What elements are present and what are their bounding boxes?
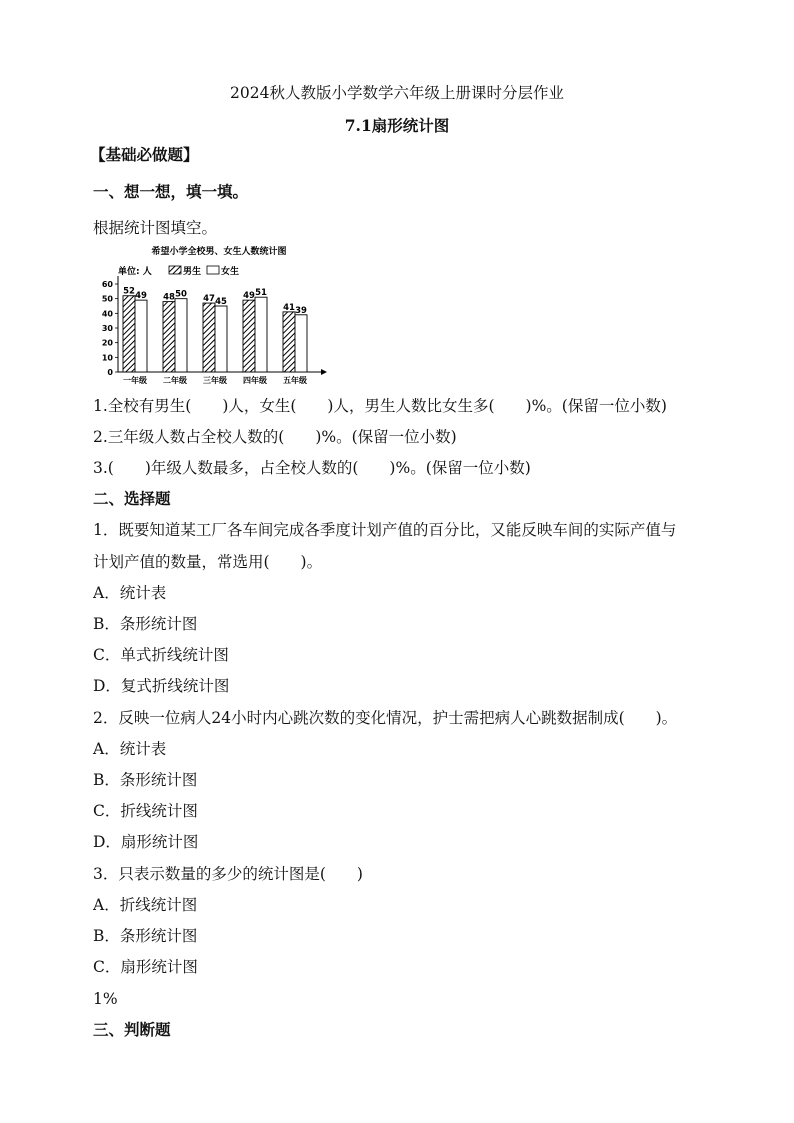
bar-value-label: 50 [175, 289, 187, 300]
bar-boys [203, 303, 215, 372]
part2-q3: 3．只表示数量的多少的统计图是( ) [93, 865, 363, 883]
bar-boys [283, 312, 295, 372]
bar-boys [163, 302, 175, 372]
y-tick-label: 40 [101, 309, 113, 319]
legend-swatch-boys [169, 266, 181, 274]
x-tick-label: 二年级 [163, 376, 187, 385]
part1-heading: 一、想一想，填一填。 [93, 182, 249, 201]
bar-value-label: 41 [283, 302, 295, 313]
x-tick-label: 三年级 [203, 376, 227, 385]
part3-heading: 三、判断题 [93, 1020, 171, 1039]
part2-q3-option-c: C．扇形统计图 [93, 958, 198, 976]
bar-girls [295, 315, 307, 372]
bar-girls [175, 299, 187, 372]
part1-question-2: 2.三年级人数占全校人数的( )%。(保留一位小数) [93, 428, 457, 446]
y-tick-label: 50 [101, 294, 113, 304]
legend-label-boys: 男生 [183, 267, 202, 277]
part2-q2-option-b: B．条形统计图 [93, 771, 198, 789]
x-tick-label: 五年级 [283, 376, 307, 385]
bar-girls [135, 300, 147, 372]
part2-q1-option-a: A．统计表 [93, 584, 167, 602]
part2-q3-option-b: B．条形统计图 [93, 927, 198, 945]
part2-q2: 2．反映一位病人24小时内心跳次数的变化情况，护士需把病人心跳数据制成( )。 [93, 709, 678, 727]
y-tick-label: 30 [101, 324, 113, 333]
lesson-title: 7.1扇形统计图 [344, 116, 450, 135]
bar-boys [243, 300, 255, 372]
bar-boys [123, 296, 135, 372]
x-axis-arrow [321, 369, 327, 375]
part2-q2-option-d: D．扇形统计图 [93, 833, 199, 851]
part1-question-1: 1.全校有男生( )人，女生( )人，男生人数比女生多( )%。(保留一位小数) [93, 397, 667, 415]
document-title: 2024秋人教版小学数学六年级上册课时分层作业 [230, 84, 564, 102]
y-tick-label: 10 [101, 353, 113, 363]
y-tick-label: 0 [107, 368, 113, 377]
bar-value-label: 47 [203, 294, 215, 305]
part1-intro: 根据统计图填空。 [93, 219, 218, 237]
x-tick-label: 四年级 [243, 376, 267, 385]
legend-label-girls: 女生 [221, 267, 240, 277]
bar-value-label: 49 [135, 291, 147, 302]
chart-unit-label: 单位: 人 [118, 267, 152, 277]
part2-q2-option-c: C．折线统计图 [93, 802, 198, 820]
stray-percent-text: 1% [93, 990, 118, 1008]
part2-q1-option-c: C．单式折线统计图 [93, 646, 229, 664]
bar-value-label: 45 [215, 297, 227, 307]
part2-q1-line2: 计划产值的数量，常选用( )。 [93, 553, 323, 571]
bar-girls [255, 297, 267, 372]
part2-q1-option-d: D．复式折线统计图 [93, 677, 230, 695]
bar-value-label: 48 [163, 292, 175, 303]
section-basic-label: 【基础必做题】 [90, 145, 199, 164]
chart-title: 希望小学全校男、女生人数统计图 [151, 247, 287, 257]
legend-swatch-girls [207, 266, 219, 274]
bar-girls [215, 306, 227, 372]
bar-value-label: 52 [123, 286, 135, 297]
part2-heading: 二、选择题 [93, 489, 171, 508]
part2-q3-option-a: A．折线统计图 [93, 896, 198, 914]
part2-q1-option-b: B．条形统计图 [93, 615, 198, 633]
y-tick-label: 20 [101, 338, 113, 348]
part2-q1-line1: 1．既要知道某工厂各车间完成各季度计划产值的百分比，又能反映车间的实际产值与 [93, 521, 677, 539]
y-tick-label: 60 [101, 280, 113, 289]
part2-q2-option-a: A．统计表 [93, 740, 167, 758]
x-tick-label: 一年级 [123, 376, 147, 385]
bar-value-label: 39 [295, 305, 307, 316]
part1-question-3: 3.( )年级人数最多，占全校人数的( )%。(保留一位小数) [93, 459, 531, 477]
bar-value-label: 51 [255, 288, 267, 299]
bar-value-label: 49 [243, 291, 255, 302]
bar-chart [93, 240, 333, 390]
